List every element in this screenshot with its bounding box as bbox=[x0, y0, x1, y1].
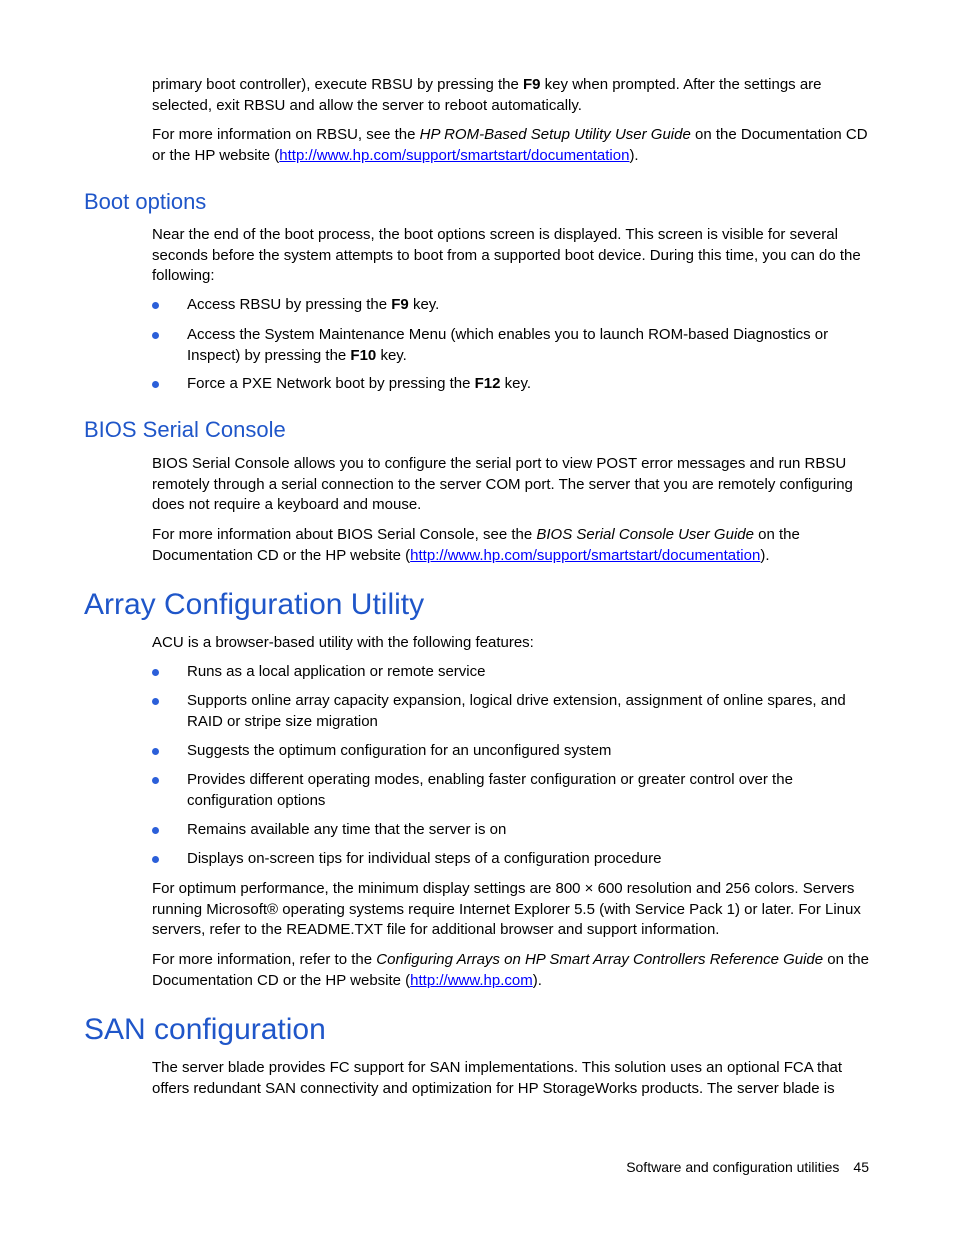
footer-section-title: Software and configuration utilities bbox=[626, 1159, 840, 1175]
guide-title: BIOS Serial Console User Guide bbox=[536, 526, 754, 543]
text-run: Access RBSU by pressing the bbox=[187, 296, 392, 313]
list-item-text: Supports online array capacity expansion, logical drive extension, assignment of online spares, and RAID or stripe size migration bbox=[187, 692, 846, 730]
key-label: F10 bbox=[350, 346, 377, 364]
text-run: key when prompted. After the settings are selected, exit RBSU and allow the server to reboot automatically. bbox=[152, 76, 822, 114]
bullet-icon bbox=[152, 669, 159, 676]
heading-boot-options: Boot options bbox=[84, 189, 207, 214]
intro-paragraph-1 bbox=[152, 75, 870, 116]
list-item-text: Remains available any time that the server is on bbox=[187, 821, 507, 838]
documentation-link[interactable]: http://www.hp.com/support/smartstart/documentation bbox=[279, 146, 630, 164]
text-run: ). bbox=[760, 546, 770, 564]
documentation-link[interactable]: http://www.hp.com/support/smartstart/documentation bbox=[410, 546, 761, 564]
acu-paragraph: For optimum performance, the minimum display settings are 800 × 600 resolution and 256 colors. Servers running Microsoft® operating systems require Internet Explorer 5.5 (with Service Pack 1) or later. For Linux servers, refer to the README.TXT file for additional browser and support information. bbox=[152, 880, 861, 938]
bios-serial-paragraph-2 bbox=[152, 525, 870, 566]
page-number: 45 bbox=[853, 1159, 869, 1175]
bullet-icon bbox=[152, 332, 159, 339]
list-item-text: Displays on-screen tips for individual steps of a configuration procedure bbox=[187, 850, 662, 867]
bios-serial-paragraph: BIOS Serial Console allows you to configure the serial port to view POST error messages and run RBSU remotely through a serial connection to the server COM port. The server that you are remotely configuring does not require a keyboard and mouse. bbox=[152, 455, 853, 513]
guide-title: HP ROM-Based Setup Utility User Guide bbox=[419, 126, 691, 143]
list-item-text: Runs as a local application or remote service bbox=[187, 663, 486, 680]
intro-paragraph-2 bbox=[152, 125, 870, 166]
hp-website-link[interactable]: http://www.hp.com bbox=[410, 971, 533, 989]
text-run: key. bbox=[500, 375, 532, 392]
text-run: on the Documentation CD or the HP website ( bbox=[152, 126, 868, 164]
list-item-text: Suggests the optimum configuration for an unconfigured system bbox=[187, 742, 612, 759]
bullet-icon bbox=[152, 827, 159, 834]
bullet-icon bbox=[152, 748, 159, 755]
text-run: key. bbox=[408, 296, 440, 313]
bullet-icon bbox=[152, 381, 159, 388]
text-run: For more information, refer to the bbox=[152, 951, 377, 968]
list-item-text: Provides different operating modes, enabling faster configuration or greater control over the configuration options bbox=[187, 771, 793, 809]
bullet-icon bbox=[152, 302, 159, 309]
bullet-icon bbox=[152, 777, 159, 784]
text-run: Access the System Maintenance Menu (which enables you to launch ROM-based Diagnostics or Inspect) by pressing the bbox=[187, 326, 829, 364]
key-label: F9 bbox=[391, 296, 409, 313]
text-run: on the Documentation CD or the HP website ( bbox=[152, 526, 800, 564]
acu-paragraph-2 bbox=[152, 950, 870, 991]
guide-title: Configuring Arrays on HP Smart Array Controllers Reference Guide bbox=[376, 951, 824, 968]
text-run: Force a PXE Network boot by pressing the bbox=[187, 375, 475, 392]
heading-san-configuration: SAN configuration bbox=[84, 1013, 326, 1046]
text-run: on the Documentation CD or the HP website ( bbox=[152, 951, 869, 989]
heading-array-configuration-utility: Array Configuration Utility bbox=[84, 588, 425, 621]
page-footer bbox=[626, 1158, 869, 1176]
heading-bios-serial-console: BIOS Serial Console bbox=[84, 417, 286, 442]
san-paragraph: The server blade provides FC support for SAN implementations. This solution uses an optional FCA that offers redundant SAN connectivity and optimization for HP StorageWorks products. The server blade is bbox=[152, 1059, 843, 1097]
acu-intro: ACU is a browser-based utility with the following features: bbox=[152, 634, 534, 651]
bullet-icon bbox=[152, 698, 159, 705]
text-run: key. bbox=[376, 346, 407, 364]
text-run: For more information on RBSU, see the bbox=[152, 126, 420, 143]
text-run: primary boot controller), execute RBSU by pressing the bbox=[152, 76, 523, 93]
key-label: F12 bbox=[474, 375, 501, 392]
boot-options-paragraph: Near the end of the boot process, the boot options screen is displayed. This screen is visible for several seconds before the system attempts to boot from a supported boot device. During this time, you can do the following: bbox=[152, 226, 861, 284]
key-label: F9 bbox=[523, 76, 541, 93]
text-run: ). bbox=[532, 971, 542, 989]
bullet-icon bbox=[152, 856, 159, 863]
text-run: ). bbox=[629, 146, 639, 164]
text-run: For more information about BIOS Serial Console, see the bbox=[152, 526, 537, 543]
